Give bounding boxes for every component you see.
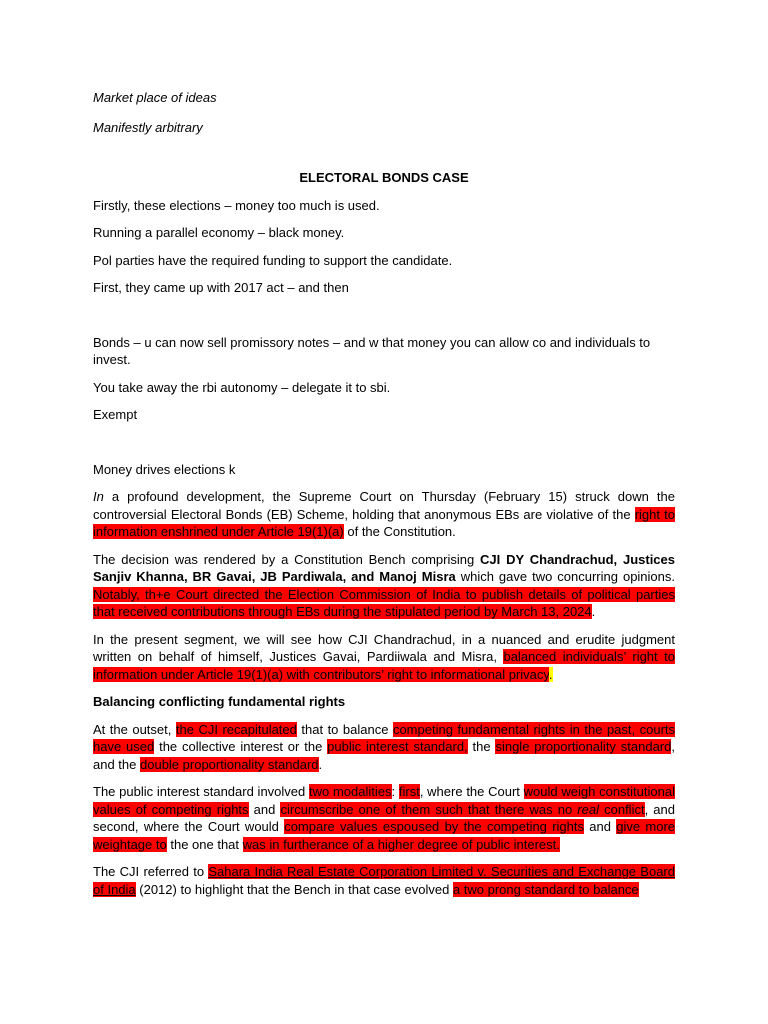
highlight: single proportionality standard [495, 739, 672, 754]
note-line: Pol parties have the required funding to support the candidate. [93, 252, 453, 268]
highlight: a two prong standard to balance [452, 881, 639, 897]
note-line: Running a parallel economy – black money. [93, 225, 345, 240]
highlight: balanced individuals’ right to information under Article 19(1)(a) with contributors’ right to informational privacy [93, 649, 675, 682]
highlight: double proportionality standard [140, 756, 319, 772]
highlight: compare values espoused by the competing rights [284, 819, 584, 834]
paragraph: The decision was rendered by a Constitution Bench comprising CJI DY Chandrachud, Justices Sanjiv Khanna, BR Gavai, JB Pardiwala, and Manoj Misra which gave two concurring opinions. Notably, th+e Court directed the Election Commission of India to publish details of political parties that received contributions through EBs during the stipulated period by March 13, 2024. [93, 551, 675, 619]
highlight: right to information enshrined under Article 19(1)(a) [93, 506, 675, 539]
paragraph: In the present segment, we will see how CJI Chandrachud, in a nuanced and erudite judgment written on behalf of himself, Justices Gavai, Pardiiwala and Misra, balanced individuals’ right to information under Article 19(1)(a) with contributors’ right to informational privacy. [93, 631, 675, 682]
note-line: Bonds – u can now sell promissory notes – and w that money you can allow co and individuals to invest. [93, 334, 651, 367]
note-line: Firstly, these elections – money too much is used. [93, 197, 380, 213]
highlight: was in furtherance of a higher degree of public interest. [242, 836, 560, 852]
highlight: circumscribe one of them such that there was no real conflict [280, 801, 645, 817]
note-line: First, they came up with 2017 act – and then [93, 280, 349, 295]
highlight: give more weightage to [93, 819, 676, 852]
note-line: Market place of ideas [93, 90, 217, 105]
note-line: Manifestly arbitrary [93, 119, 203, 135]
highlight: first [398, 784, 420, 799]
section-heading: Balancing conflicting fundamental rights [93, 694, 346, 709]
paragraph: At the outset, the CJI recapitulated that to balance competing fundamental rights in the past, courts have used the collective interest or the public interest standard, the single proportionality standard, and the double proportionality standard. [93, 721, 676, 772]
case-citation-link[interactable]: Sahara India Real Estate Corporation Limited v. Securities and Exchange Board of India [93, 864, 675, 897]
highlight: competing fundamental rights in the past, courts have used [93, 721, 676, 754]
highlight: Notably, th+e Court directed the Election Commission of India to publish details of political parties that received contributions through EBs during the stipulated period by March 13, 2024 [93, 586, 675, 619]
document-title: ELECTORAL BONDS CASE [299, 170, 469, 185]
note-line: You take away the rbi autonomy – delegate it to sbi. [93, 379, 391, 395]
highlight: would weigh constitutional values of competing rights [93, 784, 675, 817]
highlight: the CJI recapitulated [175, 721, 297, 737]
highlight: public interest standard, [327, 739, 468, 754]
paragraph: The CJI referred to Sahara India Real Estate Corporation Limited v. Securities and Exchange Board of India (2012) to highlight that the Bench in that case evolved a two prong standard to balance [93, 864, 675, 897]
paragraph: In a profound development, the Supreme Court on Thursday (February 15) struck down the controversial Electoral Bonds (EB) Scheme, holding that anonymous EBs are violative of the right to information enshrined under Article 19(1)(a) of the Constitution. [93, 489, 675, 539]
paragraph: The public interest standard involved two modalities: first, where the Court would weigh constitutional values of competing rights and circumscribe one of them such that there was no real conflict, and second, where the Court would compare values espoused by the competing rights and give more weightage to the one that was in furtherance of a higher degree of public interest. [93, 784, 676, 852]
note-line: Money drives elections k [93, 461, 236, 477]
document-page [93, 84, 675, 898]
highlight: two modalities [309, 784, 392, 799]
note-line: Exempt [93, 407, 138, 422]
